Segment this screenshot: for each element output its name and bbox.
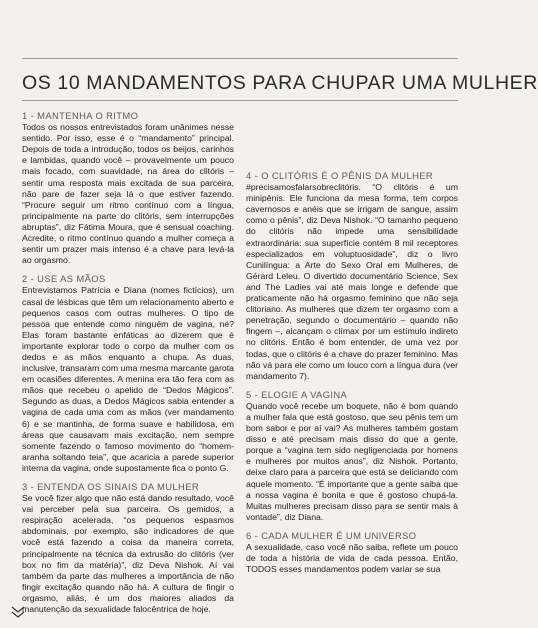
section-body-4: #precisamosfalarsobreclitóris. “O clitóris é um minipênis. Ele funciona da mesa forma, tem corpos cavernosos e anéis que se irrigam de sangue, assim como o pênis”, diz Deva Nishok. “O tamanho pequeno do clitóris não impede uma sensibilidade extraordinária: sua superfície contém 8 mil receptores especializados em voluptuosidade”, diz o livro Cunilíngua: a Arte do Sexo Oral em Mulheres, de Gérard Leleu. O divertido documentário Science, Sex and The Ladies vai até mais longe e defende que praticamente não há orgasmo feminino que não seja clitoriano. As mulheres que dizem ter orgasmo com a penetração, segundo o documentário – quando não fingem –, alcançam o clímax por um estímulo indireto no clitóris. Então é bom entender, de uma vez por todas, que o clitóris é a chave do prazer feminino. Mas não vá para ele como um louco com a língua dura (ver mandamento 7). — [246, 182, 458, 381]
section-heading-2: 2 - USE AS MÃOS — [22, 273, 106, 285]
title-rule-bottom — [22, 100, 458, 101]
section-body-6: A sexualidade, caso você não saiba, reflete um pouco de toda a história de vida de cada pessoa. Então, TODOS esses mandamentos podem variar se sua — [246, 542, 458, 575]
section-body-5: Quando você recebe um boquete, não é bom quando a mulher fala que está gostoso, que seu pênis tem um bom sabor e por aí vai? As mulheres também gostam disso e até precisam mais disso do que a gente, porque a “vagina tem sido negligenciada por homens e mulheres por muitos anos”, diz Nishok. Portanto, deixe claro para a parceira que está se deliciando com aquele momento. “É importante que a gente saiba que a nossa vagina é bonita e que é gostoso chupá-la. Muitas mulheres precisam disso para se sentir mais à vontade”, diz Diana. — [246, 400, 458, 522]
section-heading-5: 5 - ELOGIE A VAGINA — [246, 388, 348, 400]
article-title: OS 10 MANDAMENTOS PARA CHUPAR UMA MULHER — [22, 72, 538, 94]
right-column-main — [246, 170, 458, 575]
section-body-1: Todos os nossos entrevistados foram unânimes nesse sentido. Por isso, esse é o “mandamento” principal. Depois de toda a introdução, todos os beijos, carinhos e lambidas, quando você – provavelmente um pouco mais focado, com suavidade, na área do clitóris – sentir uma resposta mais excitada de sua parceira, não pare de fazer seja lá o que estiver fazendo. “Procure seguir um ritmo contínuo com a língua, principalmente na parte do clitóris, sem interrupções abruptas”, diz Fátima Moura, que é sensual coaching. Acredite, o ritmo contínuo quando a mulher começa a sentir um prazer mais intenso é a chave para levá-la ao orgasmo. — [22, 122, 234, 266]
double-chevron-down-icon — [10, 604, 26, 620]
left-column — [22, 110, 234, 615]
section-heading-4: 4 - O CLITÓRIS É O PÊNIS DA MULHER — [246, 170, 434, 181]
section-body-2: Entrevistamos Patrícia e Diana (nomes fictícios), um casal de lésbicas que têm um relacionamento aberto e pequenos casos com outras mulheres. O tipo de pessoa que entende como ninguém de vagina, né? Elas foram bastante enfáticas ao dizerem que é importante explorar todo o corpo da mulher com os dedos e as mãos enquanto a chupa. As duas, inclusive, transaram com uma mesma marcante garota em ocasiões diferentes. A menina era tão fera com as mãos que recebeu o apelido de “Dedos Mágicos”. Segundo as duas, a Dedos Mágicos sabia entender a vagina de cada uma com as mãos (ver mandamento 6) e se mantinha, de forma suave e habilidosa, em áreas que causavam mais excitação, nem sempre somente fazendo o famoso movimento do “homem-aranha soltando teia”, que acaricia a parede superior interna da vagina, onde supostamente fica o ponto G. — [22, 285, 234, 473]
title-rule-top — [22, 58, 458, 59]
section-body-3: Se você fizer algo que não está dando resultado, você vai perceber pela sua parceira. Os gemidos, a respiração acelerada, “os pequenos espasmos abdominais, por exemplo, são indicadores de que você está fazendo a coisa da maneira correta, principalmente na técnica da extrusão do clitóris (ver box no fim da matéria)”, diz Deva Nishok. Aí vai também da parte das mulheres a importância de não fingir excitação quando não há. A cultura de fingir o orgasmo, aliás, é um dos maiores aliados da manutenção da sexualidade falocêntrica de hoje. — [22, 493, 234, 615]
section-heading-1: 1 - MANTENHA O RITMO — [22, 110, 139, 121]
section-heading-6: 6 - CADA MULHER É UM UNIVERSO — [246, 529, 417, 541]
section-heading-3: 3 - ENTENDA OS SINAIS DA MULHER — [22, 481, 200, 492]
